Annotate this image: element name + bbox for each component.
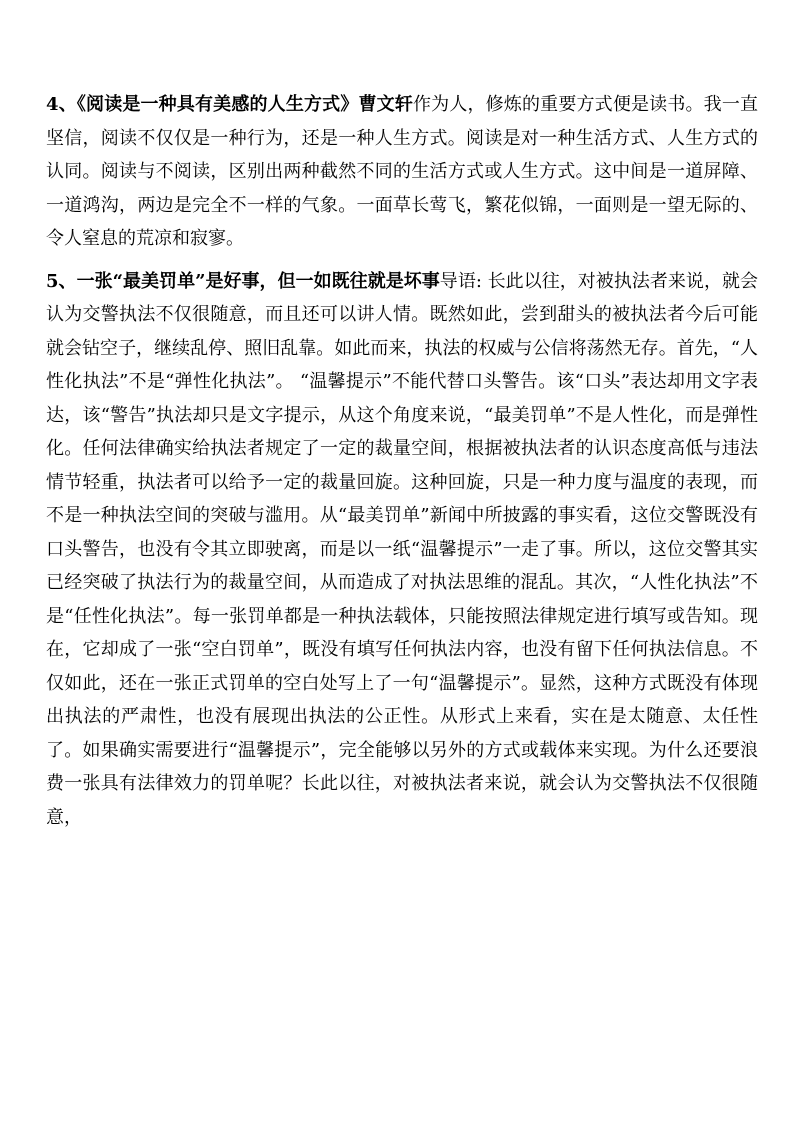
section-5-paragraph [46,265,758,835]
document-page [46,88,758,843]
section-5-heading: 5、一张“最美罚单”是好事，但一如既往就是坏事 [46,270,440,292]
section-4-body: 作为人，修炼的重要方式便是读书。我一直坚信，阅读不仅仅是一种行为，还是一种人生方式。阅读是对一种生活方式、人生方式的认同。阅读与不阅读，区别出两种截然不同的生活方式或人生方式。这中间是一道屏障、一道鸿沟，两边是完全不一样的气象。一面草长莺飞，繁花似锦，一面则是一望无际的、令人窒息的荒凉和寂寥。 [46,94,758,249]
section-4-paragraph [46,88,758,256]
section-4-heading: 4、《阅读是一种具有美感的人生方式》曹文轩 [46,94,414,115]
section-5-body: 导语: 长此以往，对被执法者来说，就会认为交警执法不仅很随意，而且还可以讲人情。既然如此，尝到甜头的被执法者今后可能就会钻空子，继续乱停、照旧乱靠。如此而来，执法的权威与公信将荡然无存。首先，“人性化执法”不是“弹性化执法”。 “温馨提示”不能代替口头警告。该“口头”表达却用文字表达，该“警告”执法却只是文字提示，从这个角度来说，“最美罚单”不是人性化，而是弹性化。任何法律确实给执法者规定了一定的裁量空间，根据被执法者的认识态度高低与违法情节轻重，执法者可以给予一定的裁量回旋。这种回旋，只是一种力度与温度的表现，而不是一种执法空间的突破与滥用。从“最美罚单”新闻中所披露的事实看，这位交警既没有口头警告，也没有令其立即驶离，而是以一纸“温馨提示”一走了事。所以，这位交警其实已经突破了执法行为的裁量空间，从而造成了对执法思维的混乱。其次，“人性化执法”不是“任性化执法”。每一张罚单都是一种执法载体，只能按照法律规定进行填写或告知。现在，它却成了一张“空白罚单”，既没有填写任何执法内容，也没有留下任何执法信息。不仅如此，还在一张正式罚单的空白处写上了一句“温馨提示”。显然，这种方式既没有体现出执法的严肃性，也没有展现出执法的公正性。从形式上来看，实在是太随意、太任性了。如果确实需要进行“温馨提示”，完全能够以另外的方式或载体来实现。为什么还要浪费一张具有法律效力的罚单呢？长此以往，对被执法者来说，就会认为交警执法不仅很随意， [46,270,758,828]
